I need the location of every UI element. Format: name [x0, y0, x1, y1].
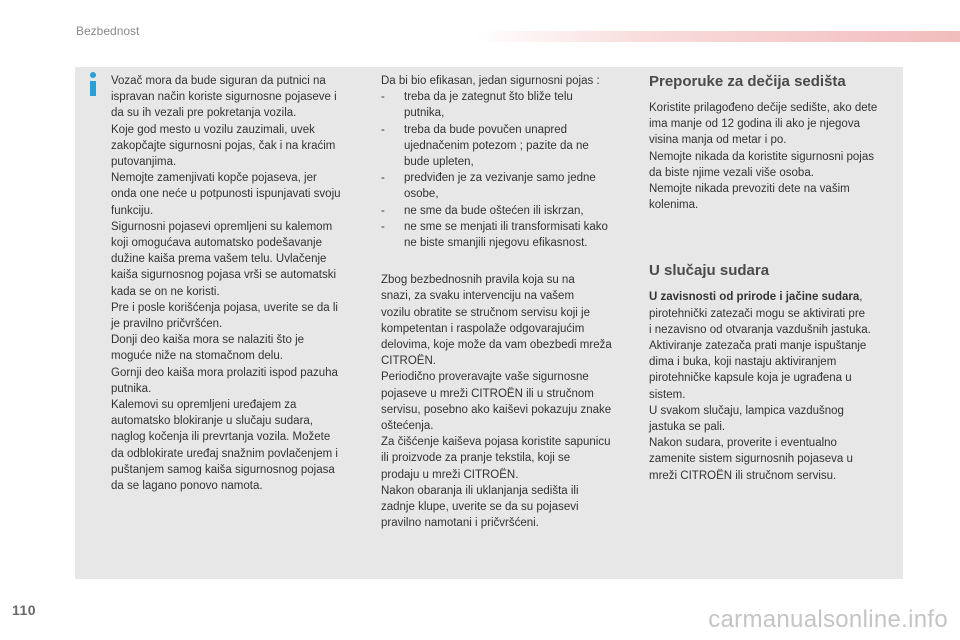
text-line: Sigurnosni pojasevi opremljeni su kalemom	[111, 220, 333, 233]
text-line: zakopčajte sigurnosni pojas, čak i na kraćim	[111, 139, 336, 152]
text-line: delovima, koje može da vam obezbedi mreža	[381, 339, 612, 352]
text-line: ne biste smanjili njegovu efikasnost.	[404, 237, 588, 250]
info-icon-dot	[90, 72, 96, 78]
info-icon-stem	[90, 81, 96, 96]
text-line: putnika.	[111, 382, 152, 395]
text-line: Nemojte nikada prevoziti dete na vašim	[649, 183, 850, 196]
list-item	[381, 203, 631, 219]
column-seatbelt-info	[111, 73, 361, 494]
text-line: putnika,	[404, 107, 445, 120]
list-dash: -	[381, 172, 385, 185]
text-line: CITROËN.	[381, 355, 436, 368]
text-line: onda one neće u potpunosti ispunjavati svoju	[111, 188, 341, 201]
child-seats-text	[649, 100, 901, 213]
text-line: naglog kočenja ili prevrtanja vozila. Možete	[111, 431, 331, 444]
crash-heading: U slučaju sudara	[649, 262, 770, 280]
list-dash: -	[381, 204, 385, 217]
text-line: Nakon sudara, proverite i eventualno	[649, 437, 837, 450]
text-line: zadnje klupe, uverite se da su pojasevi	[381, 501, 579, 514]
text-line: osobe,	[404, 188, 439, 201]
text-line: U svakom slučaju, lampica vazdušnog	[649, 404, 844, 417]
text-line: da biste njime vezali više osoba.	[649, 166, 814, 179]
text-line: kaiša sigurnosnog pojasa vrši se automatski	[111, 269, 337, 282]
requirements-intro: Da bi bio efikasan, jedan sigurnosni pojas :	[381, 75, 600, 87]
text-line: sistem.	[649, 388, 686, 401]
text-line: Zbog bezbednosnih pravila koja su na	[381, 274, 575, 287]
text-line: koji omogućava automatsko podešavanje	[111, 237, 322, 250]
column-child-seats-and-crash	[649, 73, 901, 484]
text-line: snazi, za svaku intervenciju na vašem	[381, 290, 575, 303]
text-line: Aktiviranje zatezača prati manje ispuštanje	[649, 340, 867, 353]
text-line: da su ih vezali pre pokretanja vozila.	[111, 107, 297, 120]
text-line: zamenite sistem sigurnosnih pojaseva u	[649, 453, 853, 466]
text-line: Periodično proveravajte vaše sigurnosne	[381, 371, 589, 384]
text-line: jastuka se pali.	[649, 421, 726, 434]
text-line: visina manja od metar i po.	[649, 134, 787, 147]
text-line: dima i buka, koji nastaju aktiviranjem	[649, 356, 837, 369]
list-dash: -	[381, 220, 385, 233]
text-line: oštećenja.	[381, 420, 434, 433]
text-line: Koje god mesto u vozilu zauzimali, uvek	[111, 123, 315, 136]
list-dash: -	[381, 91, 385, 104]
text-line: vozilu obratite se stručnom servisu koji je	[381, 306, 590, 319]
crash-lead-line	[649, 289, 901, 305]
list-item	[381, 170, 631, 202]
spacer	[649, 213, 901, 262]
text-line: puštanjem samog kaiša sigurnosnog pojasa	[111, 463, 335, 476]
requirements-list	[381, 89, 631, 251]
text-line: putovanjima.	[111, 156, 177, 169]
text-line: Kalemovi su opremljeni uređajem za	[111, 399, 297, 412]
text-line: dužine kaiša prema vašem telu. Uvlačenje	[111, 253, 327, 266]
text-line: pirotehnički zatezači mogu se aktivirati pre	[649, 307, 866, 320]
text-line: automatsko blokiranje u slučaju sudara,	[111, 415, 314, 428]
text-line: ne sme se menjati ili transformisati kako	[404, 220, 608, 233]
text-line: pirotehničke kapsule koja je ugrađena u	[649, 372, 852, 385]
text-line: treba da bude povučen unapred	[404, 123, 568, 136]
text-line: ili proizvode za pranje tekstila, koji se	[381, 452, 571, 465]
text-line: Nemojte zamenjivati kopče pojaseva, jer	[111, 172, 317, 185]
header-accent-bar	[476, 31, 960, 42]
text-line: Za čišćenje kaiševa pojasa koristite sapunicu	[381, 436, 611, 449]
text-line: Nakon obaranja ili uklanjanja sedišta ili	[381, 484, 579, 497]
section-title: Bezbednost	[76, 24, 140, 38]
crash-lead-bold: U zavisnosti od prirode i jačine sudara	[649, 291, 860, 304]
text-line: moguće niže na stomačnom delu.	[111, 350, 283, 363]
text-line: Pre i posle korišćenja pojasa, uverite se da li	[111, 301, 338, 314]
text-line: ispravan način koriste sigurnosne pojaseve i	[111, 91, 337, 104]
text-line: pojaseve u mreži CITROËN ili u stručnom	[381, 387, 594, 400]
text-line: pravilno namotani i pričvršćeni.	[381, 517, 539, 530]
list-item	[381, 219, 631, 251]
list-item	[381, 122, 631, 171]
page-number: 110	[12, 602, 37, 618]
list-item	[381, 89, 631, 121]
child-seats-heading: Preporuke za dečija sedišta	[649, 73, 846, 90]
text-line: ujednačenim potezom ; pazite da ne	[404, 139, 589, 152]
crash-lead-tail: ,	[859, 291, 863, 304]
text-line: funkciju.	[111, 204, 154, 217]
text-line: da odblokirate uređaj snažnim povlačenjem i	[111, 447, 338, 460]
text-line: je pravilno pričvršćen.	[111, 318, 223, 331]
spacer	[381, 251, 631, 272]
text-line: Donji deo kaiša mora se nalaziti što je	[111, 334, 305, 347]
text-line: servisu, posebno ako kaiševi pokazuju znake	[381, 403, 612, 416]
service-paragraph	[381, 272, 631, 531]
text-line: kolenima.	[649, 199, 699, 212]
text-line: prodaju u mreži CITROËN.	[381, 468, 519, 481]
watermark: carmanualsonline.info	[708, 606, 948, 633]
text-line: ne sme da bude oštećen ili iskrzan,	[404, 204, 584, 217]
text-line: i nezavisno od otvaranja vazdušnih jastuka.	[649, 323, 871, 336]
text-line: predviđen je za vezivanje samo jedne	[404, 172, 596, 185]
text-line: bude upleten,	[404, 156, 474, 169]
text-line: Gornji deo kaiša mora prolaziti ispod pazuha	[111, 366, 338, 379]
info-icon	[87, 72, 101, 96]
text-line: da se lagano ponovo namota.	[111, 480, 263, 493]
text-line: treba da je zategnut što bliže telu	[404, 91, 573, 104]
text-line: ima manje od 12 godina ili ako je njegova	[649, 118, 860, 131]
text-line: mreži CITROËN ili stručnom servisu.	[649, 469, 837, 482]
crash-lines	[649, 306, 901, 484]
column-seatbelt-requirements	[381, 73, 631, 531]
text-line: Vozač mora da bude siguran da putnici na	[111, 75, 326, 87]
text-line: kada se on ne koristi.	[111, 285, 220, 298]
text-line: Nemojte nikada da koristite sigurnosni pojas	[649, 150, 875, 163]
text-line: kompetentan i raspolaže odgovarajućim	[381, 322, 585, 335]
text-line: Koristite prilagođeno dečije sedište, ako dete	[649, 102, 878, 114]
list-dash: -	[381, 123, 385, 136]
crash-text	[649, 289, 901, 483]
